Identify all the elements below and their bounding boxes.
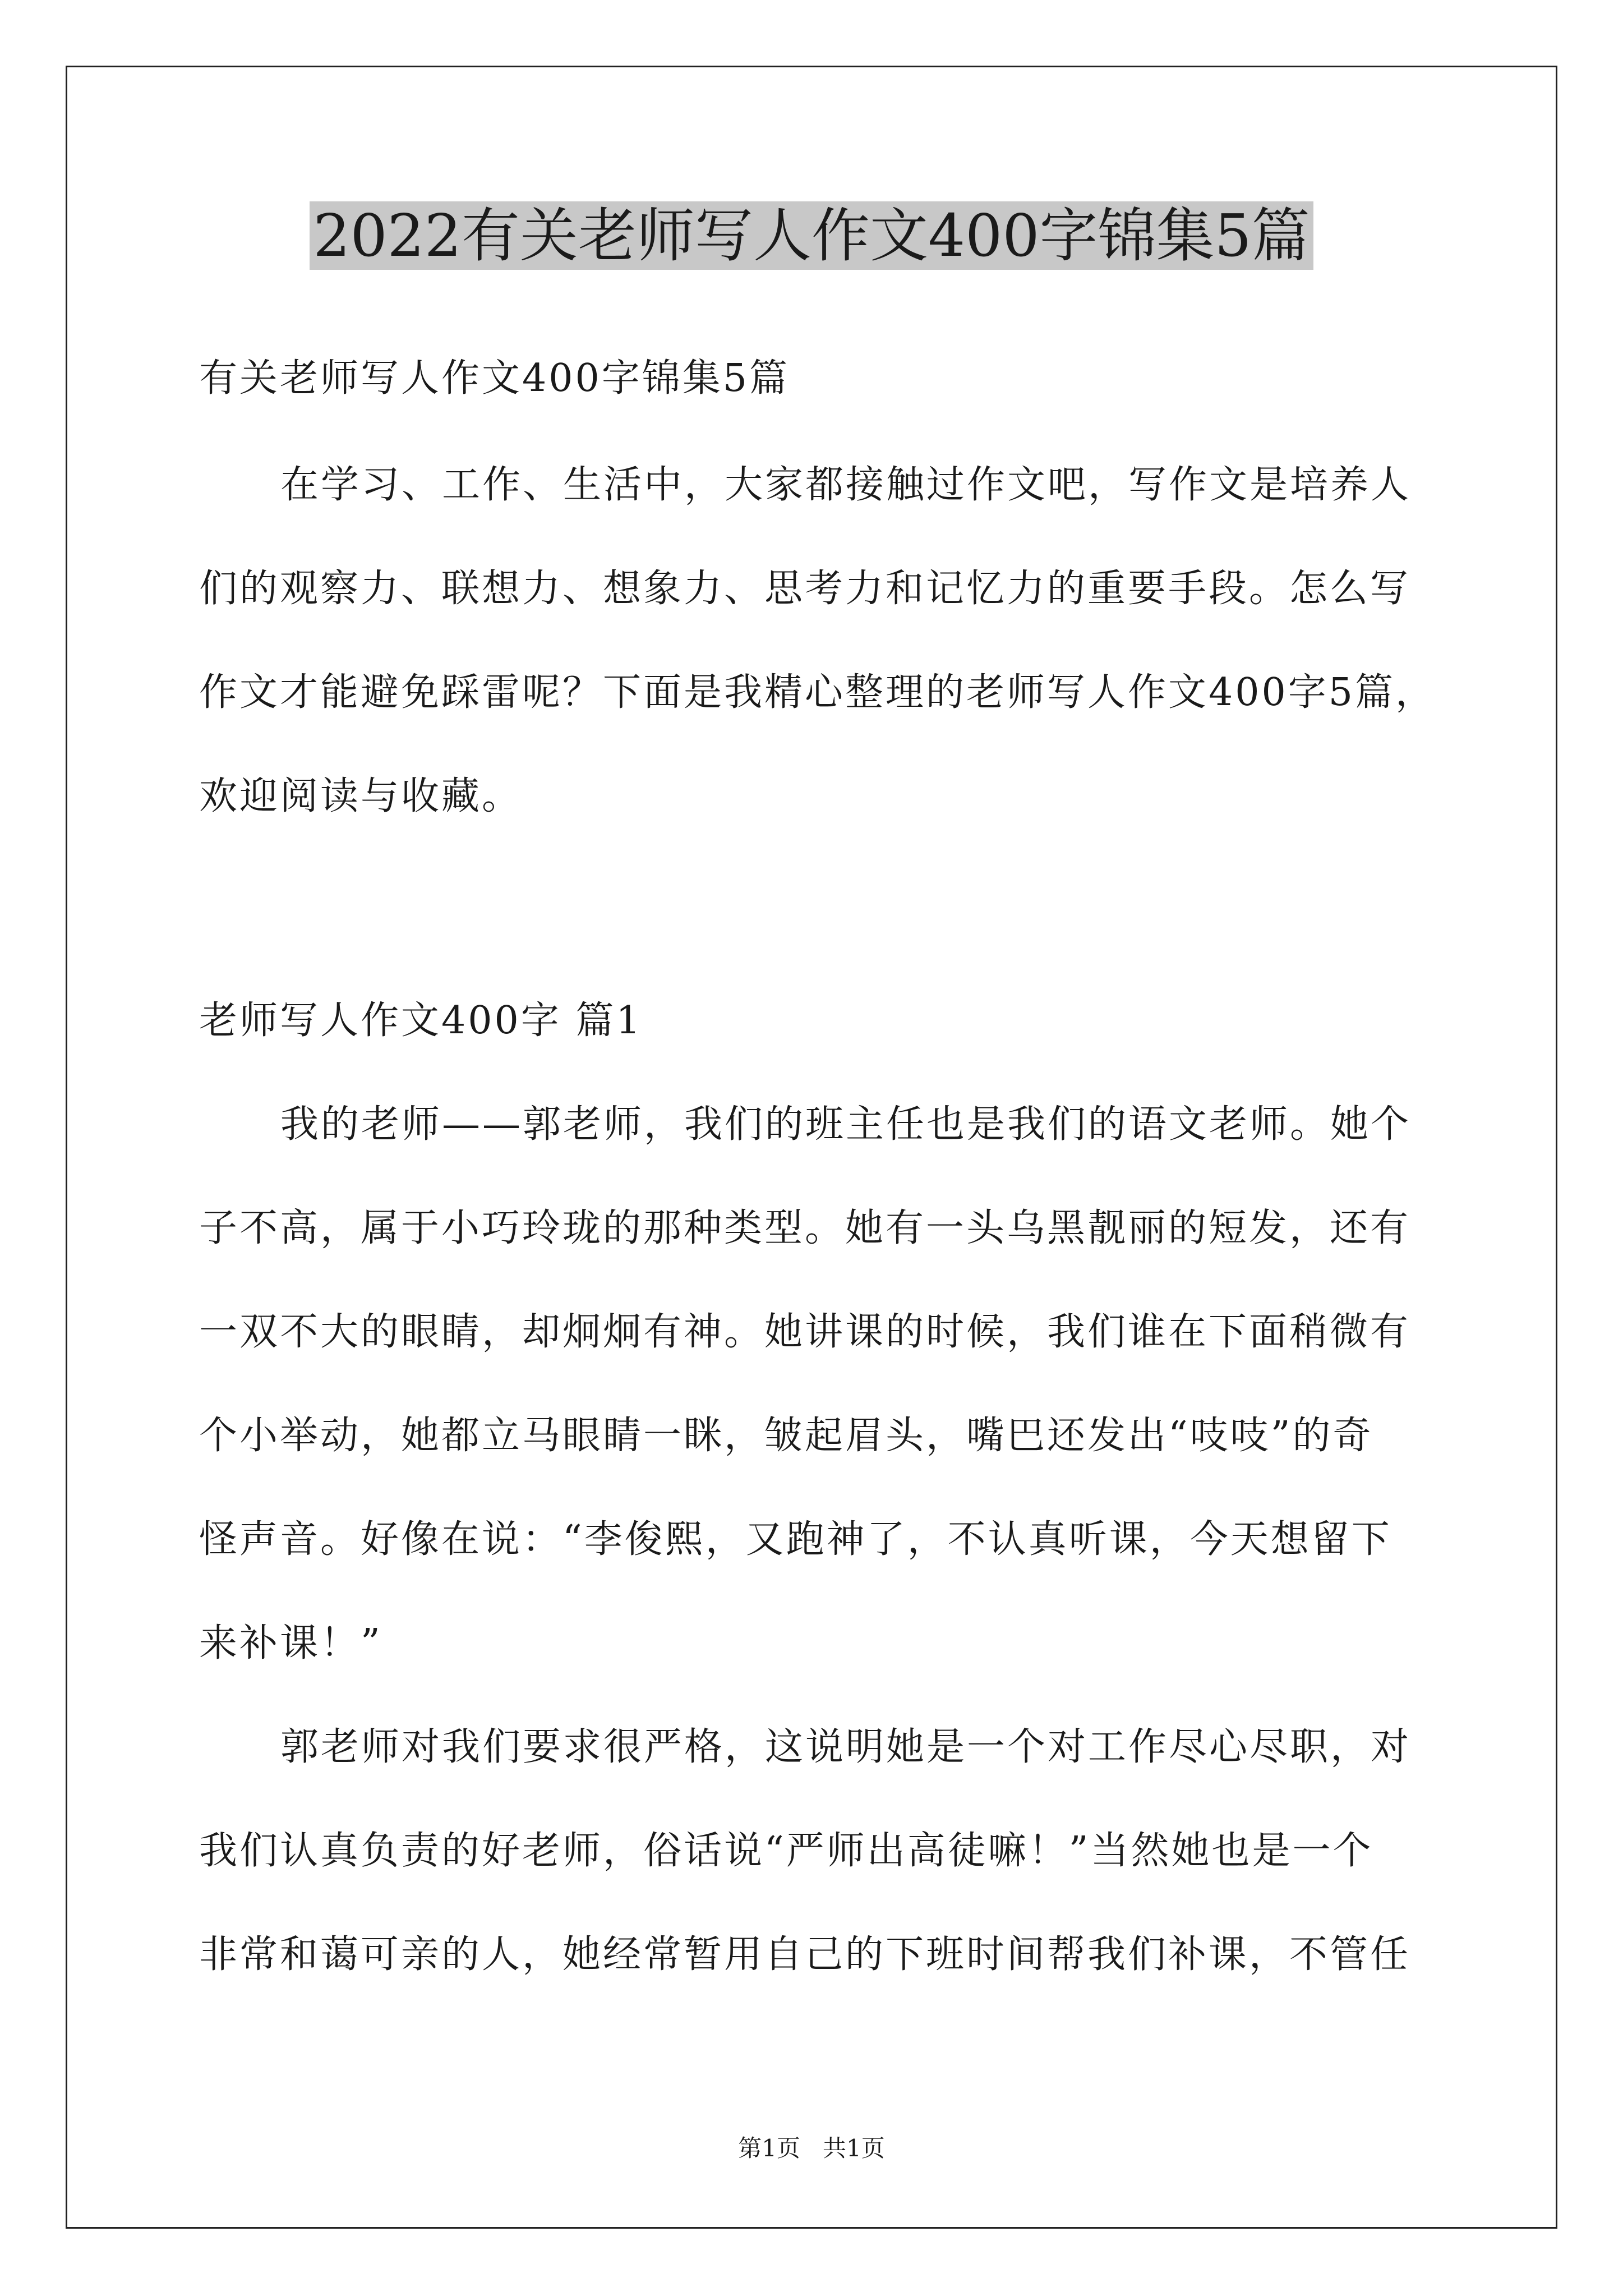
paragraph-line: 怪声音。好像在说：“李俊熙，又跑神了，不认真听课，今天想留下 bbox=[199, 1517, 1392, 1562]
document-title bbox=[0, 196, 1623, 275]
section-heading: 老师写人作文400字 篇1 bbox=[199, 999, 643, 1043]
paragraph-line: 郭老师对我们要求很严格，这说明她是一个对工作尽心尽职，对 bbox=[280, 1725, 1412, 1769]
paragraph-line: 非常和蔼可亲的人，她经常暂用自己的下班时间帮我们补课，不管任 bbox=[199, 1932, 1411, 1977]
paragraph-line: 来补课！” bbox=[199, 1621, 382, 1665]
paragraph-line: 一双不大的眼睛，却炯炯有神。她讲课的时候，我们谁在下面稍微有 bbox=[199, 1310, 1411, 1354]
paragraph-line: 我的老师——郭老师，我们的班主任也是我们的语文老师。她个 bbox=[280, 1102, 1412, 1147]
paragraph-line: 个小举动，她都立马眼睛一眯，皱起眉头，嘴巴还发出“吱吱”的奇 bbox=[199, 1414, 1373, 1458]
intro-line: 在学习、工作、生活中，大家都接触过作文吧，写作文是培养人 bbox=[280, 463, 1412, 507]
intro-line: 作文才能避免踩雷呢？下面是我精心整理的老师写人作文400字5篇， bbox=[199, 670, 1436, 715]
document-subtitle: 有关老师写人作文400字锦集5篇 bbox=[199, 356, 790, 401]
paragraph-line: 子不高，属于小巧玲珑的那种类型。她有一头乌黑靓丽的短发，还有 bbox=[199, 1206, 1411, 1250]
intro-line: 欢迎阅读与收藏。 bbox=[199, 774, 523, 818]
paragraph-line: 我们认真负责的好老师，俗话说“严师出高徒嘛！”当然她也是一个 bbox=[199, 1829, 1373, 1873]
document-title-text: 2022有关老师写人作文400字锦集5篇 bbox=[310, 201, 1313, 270]
page-footer: 第1页 共1页 bbox=[738, 2134, 885, 2162]
intro-line: 们的观察力、联想力、想象力、思考力和记忆力的重要手段。怎么写 bbox=[199, 567, 1411, 611]
